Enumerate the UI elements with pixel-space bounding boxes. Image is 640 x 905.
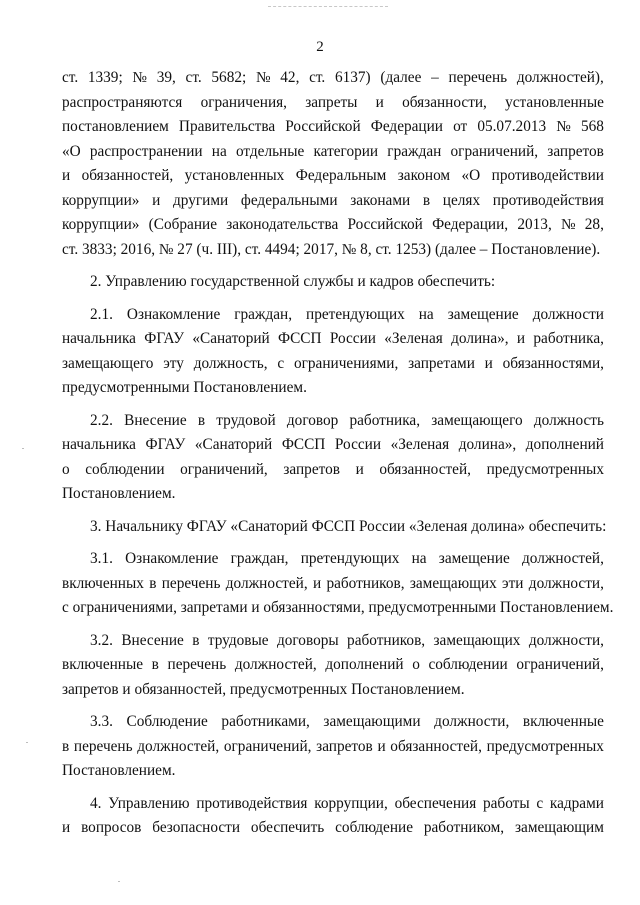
word: постановлением <box>62 118 169 135</box>
word: от <box>453 118 468 135</box>
page-number: 2 <box>316 39 324 55</box>
word: 2013, <box>517 216 552 233</box>
text-line <box>62 792 604 817</box>
word: № <box>560 216 576 233</box>
text-line <box>62 653 604 678</box>
word: ограничений, <box>223 737 312 755</box>
word: начальника <box>62 436 136 453</box>
word: ФГАУ <box>145 436 186 453</box>
word: должности, <box>434 713 510 730</box>
word: № <box>132 69 148 86</box>
word: обязанности, <box>402 93 487 111</box>
word: и <box>377 737 386 755</box>
word: вопросов <box>81 819 142 836</box>
word: перечень <box>73 737 133 755</box>
text-line <box>62 91 604 116</box>
word: России <box>334 436 382 453</box>
word: замещающих <box>409 574 497 592</box>
word: соблюдении <box>85 460 165 478</box>
word: граждан <box>387 142 442 160</box>
word: установленных <box>184 167 285 184</box>
text-line <box>62 596 614 621</box>
word: (Собрание <box>148 216 217 233</box>
word: должностей), <box>516 69 604 86</box>
word: – <box>431 69 439 86</box>
word: долина», <box>458 436 517 453</box>
word: ФССП <box>278 330 322 347</box>
word: перечень <box>448 69 508 86</box>
word: должностей, <box>522 550 604 567</box>
word: распространении <box>89 142 203 160</box>
word: № <box>556 118 571 135</box>
word: на <box>418 305 434 323</box>
word: 3. Начальнику ФГАУ «Санаторий ФССП России «Зеленая долина» обеспечить: <box>90 517 607 535</box>
word: в <box>151 656 159 673</box>
word: Федерации, <box>432 216 509 233</box>
word: договоры <box>276 631 339 649</box>
word: целях <box>442 191 481 209</box>
word: и <box>516 330 526 347</box>
word: законами <box>350 191 411 209</box>
word: 2. Управлению государственной службы и кадров обеспечить: <box>90 273 496 290</box>
word: с ограничениями, запретами и обязанностями, предусмотренными Постановлением. <box>62 599 614 616</box>
text-line <box>62 164 604 189</box>
word: включенных <box>62 574 144 592</box>
scan-speck <box>26 742 28 743</box>
word: Внесение <box>124 411 187 429</box>
word: работы <box>482 794 530 812</box>
word: замещающих <box>433 631 521 649</box>
document-body <box>62 66 614 841</box>
word: обеспечения <box>394 794 477 812</box>
word: претендующих <box>300 550 400 567</box>
text-line <box>62 352 604 377</box>
word: в <box>422 191 431 209</box>
word: на <box>211 142 227 160</box>
word: замещающими <box>323 713 421 730</box>
word: законодательства <box>226 216 339 233</box>
word: о <box>62 460 70 478</box>
word: ограничения, <box>200 93 288 111</box>
word: обязанностей, <box>390 737 482 755</box>
word: 42, <box>280 69 300 86</box>
text-line <box>62 409 604 434</box>
word: безопасности <box>152 819 241 836</box>
word: о <box>412 656 420 673</box>
word: кадрами <box>549 794 604 812</box>
word: (далее <box>380 69 422 86</box>
word: Ознакомление <box>125 550 219 567</box>
text-line <box>62 66 604 91</box>
text-line <box>62 629 604 654</box>
word: Соблюдение <box>126 713 208 730</box>
word: противодействии <box>491 167 604 184</box>
scan-speck <box>22 448 24 449</box>
word: 3.2. <box>90 631 113 649</box>
word: работников, <box>326 574 405 592</box>
word: коррупции, <box>314 794 388 812</box>
word: граждан, <box>234 305 293 323</box>
word: замещающим <box>514 819 604 836</box>
word: должности <box>532 305 604 323</box>
word: 05.07.2013 <box>477 118 547 135</box>
word: и <box>375 93 384 111</box>
word: «Зеленая <box>390 436 450 453</box>
word: эту <box>163 354 184 372</box>
word: 568 <box>580 118 604 135</box>
word: предусмотренных <box>486 460 604 478</box>
word: в <box>192 631 200 649</box>
word: 3.1. <box>90 550 113 567</box>
word: Ознакомление <box>126 305 221 323</box>
text-line <box>62 189 604 214</box>
word: обязанностей, <box>379 460 471 478</box>
word: ст. <box>309 69 326 86</box>
word: перечень <box>167 656 227 673</box>
word: «Санаторий <box>194 436 273 453</box>
word: в <box>62 737 70 755</box>
word: работника, <box>349 411 421 429</box>
word: коррупции» <box>62 191 140 209</box>
text-line <box>62 433 604 458</box>
word: «Санаторий <box>192 330 270 347</box>
word: Управлению <box>108 794 190 812</box>
word: противодействия <box>196 794 308 812</box>
word: в <box>197 411 206 429</box>
word: должность, <box>193 354 268 372</box>
word: Федерации <box>370 118 443 135</box>
word: распространяются <box>62 93 183 111</box>
word: и <box>62 167 71 184</box>
word: и <box>355 460 364 478</box>
text-line <box>62 816 604 841</box>
word: трудовой <box>216 411 276 429</box>
scan-speck <box>118 881 120 882</box>
paragraph-heading <box>62 270 604 295</box>
word: дополнений <box>325 656 404 673</box>
word: противодействия <box>492 191 604 209</box>
text-line <box>62 115 604 140</box>
word: замещение <box>447 305 519 323</box>
word: на <box>411 550 427 567</box>
word: Российской <box>347 216 423 233</box>
text-line <box>62 710 604 735</box>
word: работника, <box>533 330 604 347</box>
word: 2.1. <box>90 305 113 323</box>
word: эти <box>502 574 524 592</box>
word: запретов и обязанностей, предусмотренных Постановлением. <box>62 680 465 698</box>
word: в <box>149 574 157 592</box>
word: 6137) <box>334 69 371 86</box>
word: соблюдение <box>335 819 413 836</box>
text-line <box>62 572 604 597</box>
text-line <box>62 303 604 328</box>
word: 28, <box>584 216 604 233</box>
text-line <box>62 735 604 760</box>
word: 4. <box>90 794 102 812</box>
word: с <box>536 794 544 812</box>
text-line <box>62 458 604 483</box>
word: запретов <box>283 460 340 478</box>
word: должностей, <box>225 574 308 592</box>
word: «О <box>62 142 81 160</box>
word: России <box>329 330 376 347</box>
word: 5682; <box>211 69 247 86</box>
word: работников, <box>347 631 426 649</box>
word: и <box>484 354 493 372</box>
word: замещающего <box>62 354 154 372</box>
word: ограничений, <box>516 656 604 673</box>
text-line <box>62 140 604 165</box>
word: ст. 3833; 2016, № 27 (ч. III), ст. 4494; 2017, № 8, ст. 1253) (далее – Постановление). <box>62 240 601 258</box>
word: замещение <box>438 550 510 567</box>
word: 2.2. <box>90 411 113 429</box>
word: ограничений, <box>450 142 539 160</box>
word: Федеральным <box>295 167 387 184</box>
word: 39, <box>156 69 176 86</box>
word: Правительства <box>178 118 276 135</box>
word: начальника <box>62 330 136 347</box>
word: запреты <box>305 93 358 111</box>
top-scan-rule <box>268 6 388 7</box>
word: трудовые <box>207 631 269 649</box>
text-line <box>62 327 604 352</box>
word: должностей, <box>137 737 220 755</box>
word: включенные <box>62 656 144 673</box>
word: и <box>152 191 161 209</box>
word: коррупции» <box>62 216 140 233</box>
word: установленные <box>505 93 604 111</box>
word: другими <box>173 191 229 209</box>
word: перечень <box>161 574 221 592</box>
word: законом <box>397 167 451 184</box>
word: включенные <box>522 713 604 730</box>
word: работниками, <box>221 713 310 730</box>
word: должности, <box>528 631 604 649</box>
word: претендующих <box>306 305 405 323</box>
word: предусмотренных <box>486 737 604 755</box>
word: ограничений, <box>180 460 268 478</box>
word: «О <box>461 167 481 184</box>
word: 1339; <box>87 69 123 86</box>
word: и <box>62 819 71 836</box>
word: договор <box>286 411 339 429</box>
word: федеральными <box>240 191 338 209</box>
word: должностей, <box>234 656 317 673</box>
word: замещающего <box>431 411 523 429</box>
word: ФГАУ <box>144 330 185 347</box>
word: Внесение <box>121 631 184 649</box>
word: и <box>312 574 322 592</box>
word: ст. <box>185 69 202 86</box>
word: обязанностей, <box>81 167 174 184</box>
word: Постановлением. <box>62 485 176 502</box>
word: долина», <box>451 330 509 347</box>
word: соблюдении <box>428 656 508 673</box>
word: должность <box>533 411 604 429</box>
text-line <box>62 547 604 572</box>
word: запретами <box>408 354 475 372</box>
word: работником, <box>423 819 505 836</box>
text-line <box>62 482 604 507</box>
word: категории <box>313 142 379 160</box>
paragraph-heading <box>62 515 607 540</box>
word: предусмотренными Постановлением. <box>62 379 307 396</box>
word: Российской <box>285 118 361 135</box>
word: ограничениями, <box>293 354 399 372</box>
text-line <box>62 213 604 238</box>
word: запретов <box>316 737 373 755</box>
word: должности, <box>528 574 604 592</box>
text-line <box>62 376 604 401</box>
text-line <box>62 759 604 784</box>
word: обязанностями, <box>502 354 604 372</box>
word: ФССП <box>281 436 326 453</box>
word: ст. <box>62 69 79 86</box>
word: дополнений <box>525 436 604 453</box>
word: обеспечить <box>250 819 325 836</box>
word: граждан, <box>230 550 289 567</box>
word: Постановлением. <box>62 762 176 779</box>
word: запретов <box>547 142 604 160</box>
word: с <box>277 354 285 372</box>
word: «Зеленая <box>384 330 443 347</box>
word: 3.3. <box>90 713 113 730</box>
text-line <box>62 678 604 703</box>
word: № <box>255 69 271 86</box>
text-line <box>62 238 604 263</box>
word: отдельные <box>235 142 305 160</box>
